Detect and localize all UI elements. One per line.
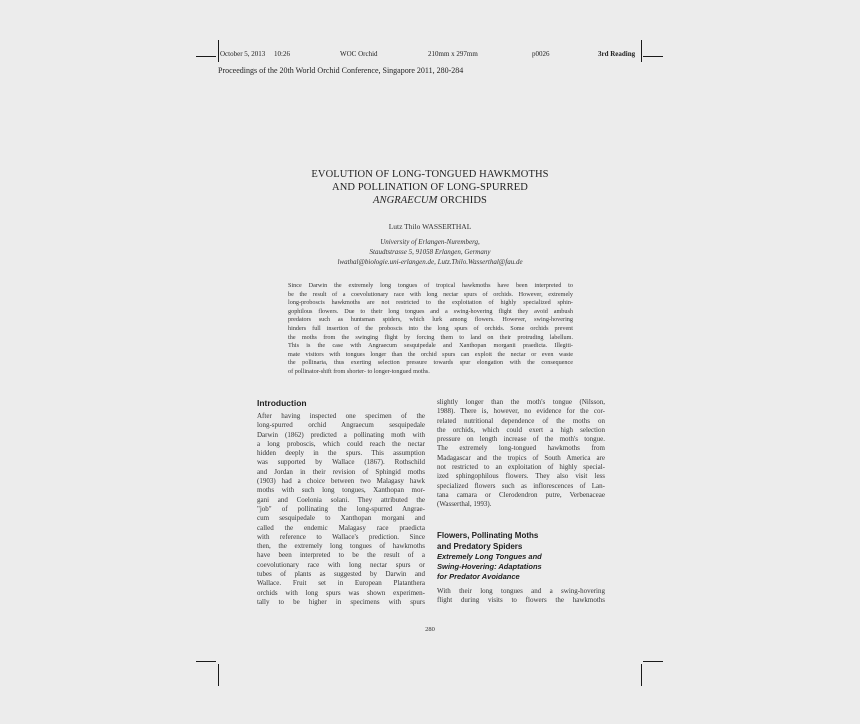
crop-mark [643,661,663,662]
abstract [288,282,573,377]
header-size: 210mm x 297mm [428,50,478,58]
abstract-line: be the result of a coevolutionary race with long nectar spurs of orchids. However, extremely [288,290,573,298]
heading-line: Flowers, Pollinating Moths [437,531,539,540]
body-line: The extremely long-tongued hawkmoths from [437,444,605,453]
body-line: Wallace. Fruit set in European Platanthera [257,579,425,588]
affiliation-email: lwathal@biologie.uni-erlangen.de, Lutz.Thilo.Wasserthal@fau.de [337,258,523,266]
section-heading-flowers [437,530,538,552]
body-line: (Wasserthal, 1993). [437,500,492,509]
title-line [250,194,610,207]
abstract-line: predators such as huntsman spiders, which lurk among flowers. However, swing-hovering [288,316,573,324]
body-line: gani and Coelonia solani. They attributed the [257,495,425,504]
affiliation-line: University of Erlangen-Nuremberg, [380,238,480,246]
crop-mark [641,664,642,686]
body-line: specialized flowers such as inflorescences of Lan- [437,481,605,490]
title-genus: ANGRAECUM [372,195,438,206]
proceedings-line: Proceedings of the 20th World Orchid Conference, Singapore 2011, 280-284 [218,66,464,75]
affiliation [250,237,610,267]
crop-mark [641,40,642,62]
body-line: orchids with long spurs was shown experimen- [257,588,425,597]
heading-line: Swing-Hovering: Adaptations [437,562,542,571]
intro-column [257,412,425,607]
abstract-line: the pollinaria, thus exerting selection pressure towards spur elongation with the consequence [288,359,573,367]
subsection-heading [437,552,542,582]
body-line: slightly longer than the moth's tongue (Nilsson, [437,398,605,406]
abstract-line: Since Darwin the extremely long tongues of tropical hawkmoths have been interpreted to [288,282,573,289]
body-line: flight during visits to flowers the hawkmoths [437,596,605,605]
body-line: ized sphingophilous flowers. They also visit less [437,472,605,481]
header-volume: WOC Orchid [340,50,378,58]
body-line: pressure on length increase of the moth's tongue. [437,435,605,444]
subsection-text [437,587,605,606]
body-line: long-spurred orchid Angraecum sesquipedale [257,421,425,430]
heading-line: and Predatory Spiders [437,542,523,551]
body-line: a long proboscis, which could reach the nectar [257,439,425,448]
body-line: cum sesquipedale to Xanthopan morgani and [257,514,425,523]
body-line: After having inspected one specimen of the [257,412,425,420]
crop-mark [218,40,219,62]
body-line: then, the extremely long tongues of hawkmoths [257,542,425,551]
body-line: coevolutionary race with long nectar spurs or [257,560,425,569]
title-line: EVOLUTION OF LONG-TONGUED HAWKMOTHS [311,169,549,180]
heading-line: Extremely Long Tongues and [437,552,542,561]
abstract-line: mate visitors with tongues longer than the orchid spurs can exploit the nectar or even waste [288,350,573,358]
abstract-line: hinders full insertion of the proboscis into the long spurs of orchids. Some orchids prevent [288,324,573,332]
section-heading-introduction: Introduction [257,398,307,408]
crop-mark [196,661,216,662]
body-line: "job" of pollinating the long-spurred Angrae- [257,504,425,513]
body-line: moths with such long tongues, Xanthopan mor- [257,486,425,495]
body-line: with reference to Wallace's prediction. Since [257,532,425,541]
body-line: the orchids, which could exert a high selection [437,425,605,434]
author-name: Lutz Thilo WASSERTHAL [388,222,472,231]
body-line: was supported by Wallace (1867). Rothschild [257,458,425,467]
abstract-line: long-proboscis hawkmoths are not restricted to the exploitation of highly specialized sphin- [288,299,573,307]
body-line: not restricted to an exploitation of highly special- [437,463,605,472]
title-tail: ORCHIDS [437,195,487,206]
header-time: 10:26 [274,50,290,58]
crop-mark [643,56,663,57]
affiliation-line: Staudtstrasse 5, 91058 Erlangen, Germany [369,248,491,256]
body-line: 1988). There is, however, no evidence for the cor- [437,407,605,416]
body-line: and Jordan in their revision of Sphingid moths [257,467,425,476]
abstract-line: of pollinator-shift from shorter- to longer-tongued moths. [288,367,430,375]
body-line: tubes of plants as suggested by Darwin and [257,570,425,579]
body-line: tally to be higher in specimens with spurs [257,597,425,606]
body-line: (1903) had a choice between two Malagasy hawk [257,477,425,486]
paper-title [250,168,610,207]
page-number: 280 [425,626,435,633]
abstract-line: This is the case with Angraecum sesquipedale and Xanthopan morganii praedicta. Illegiti- [288,342,573,350]
abstract-line: the moths from the swinging flight by forcing them to land on their protruding labellum. [288,333,573,341]
body-line: related nutritional dependence of the moths on [437,416,605,425]
abstract-line: gophilous flowers. Due to their long tongues and a swing-hovering flight they avoid ambush [288,307,573,315]
heading-line: for Predator Avoidance [437,572,520,581]
right-column [437,398,605,510]
body-line: hidden deeply in the spurs. This assumption [257,449,425,458]
body-line: have been interpreted to be the result of a [257,551,425,560]
header-code: p0026 [532,50,550,58]
body-line: With their long tongues and a swing-hovering [437,587,605,595]
body-line: Madagascar and the tropics of South America are [437,453,605,462]
body-line: called the endemic Malagasy race praedicta [257,523,425,532]
body-line: tana camara or Clerodendron putre, Verbenaceae [437,490,605,499]
crop-mark [218,664,219,686]
title-line: AND POLLINATION OF LONG-SPURRED [332,182,528,193]
body-line: Darwin (1862) predicted a pollinating moth with [257,430,425,439]
header-reading: 3rd Reading [598,50,636,58]
crop-mark [196,56,216,57]
header-date: October 5, 2013 [220,50,266,58]
